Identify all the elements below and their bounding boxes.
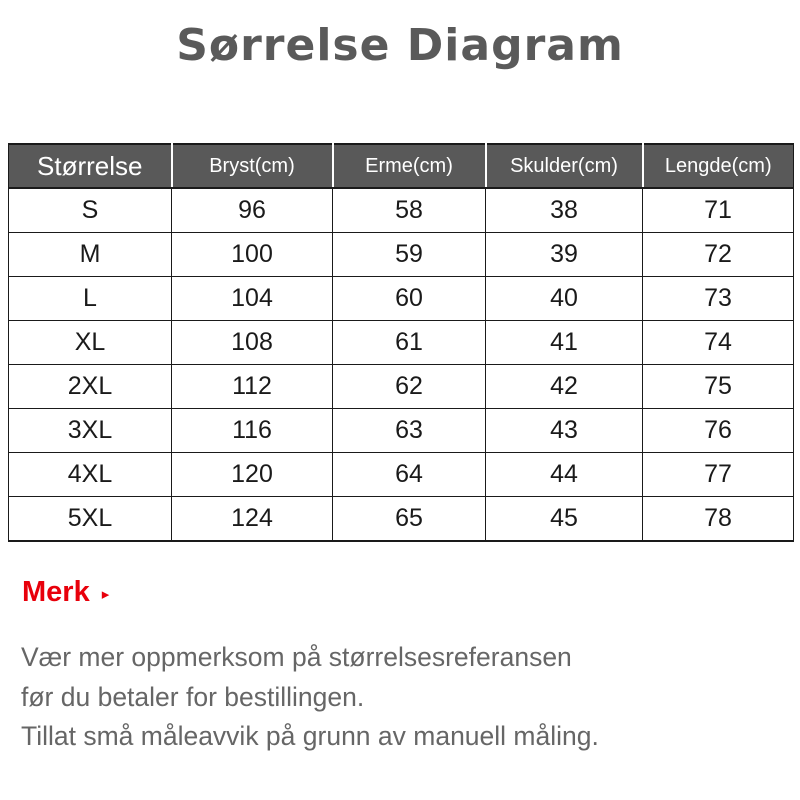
cell-chest: 112 (172, 365, 333, 409)
cell-chest: 116 (172, 409, 333, 453)
note-line: Tillat små måleavvik på grunn av manuell måling. (21, 721, 599, 751)
cell-size: M (9, 233, 172, 277)
note-text (21, 638, 599, 757)
cell-chest: 100 (172, 233, 333, 277)
cell-shoulder: 45 (486, 497, 643, 542)
cell-sleeve: 60 (333, 277, 486, 321)
cell-length: 75 (643, 365, 794, 409)
cell-size: 4XL (9, 453, 172, 497)
note-line: Vær mer oppmerksom på størrelsesreferansen (21, 642, 572, 672)
cell-length: 76 (643, 409, 794, 453)
cell-sleeve: 61 (333, 321, 486, 365)
page-title: Sørrelse Diagram (176, 20, 624, 71)
size-chart-table (8, 143, 794, 542)
cell-chest: 104 (172, 277, 333, 321)
cell-sleeve: 63 (333, 409, 486, 453)
table-row (9, 453, 794, 497)
cell-size: S (9, 188, 172, 233)
cell-shoulder: 44 (486, 453, 643, 497)
cell-size: XL (9, 321, 172, 365)
cell-size: 2XL (9, 365, 172, 409)
cell-sleeve: 59 (333, 233, 486, 277)
cell-sleeve: 65 (333, 497, 486, 542)
triangle-right-icon: ▸ (101, 585, 110, 603)
cell-length: 72 (643, 233, 794, 277)
cell-length: 74 (643, 321, 794, 365)
cell-shoulder: 38 (486, 188, 643, 233)
cell-shoulder: 40 (486, 277, 643, 321)
table-row (9, 497, 794, 542)
cell-shoulder: 43 (486, 409, 643, 453)
cell-size: 5XL (9, 497, 172, 542)
cell-chest: 108 (172, 321, 333, 365)
cell-length: 78 (643, 497, 794, 542)
table-row (9, 277, 794, 321)
cell-chest: 120 (172, 453, 333, 497)
cell-size: 3XL (9, 409, 172, 453)
header-row (9, 144, 794, 188)
cell-chest: 96 (172, 188, 333, 233)
cell-sleeve: 62 (333, 365, 486, 409)
note-line: før du betaler for bestillingen. (21, 681, 365, 712)
table-row (9, 188, 794, 233)
header-chest: Bryst(cm) (172, 144, 333, 188)
table-row (9, 409, 794, 453)
header-sleeve: Erme(cm) (333, 144, 486, 188)
table-row (9, 321, 794, 365)
cell-sleeve: 58 (333, 188, 486, 233)
cell-length: 77 (643, 453, 794, 497)
header-size: Størrelse (9, 144, 172, 188)
cell-size: L (9, 277, 172, 321)
table-row (9, 365, 794, 409)
note-heading (22, 576, 109, 609)
header-shoulder: Skulder(cm) (486, 144, 643, 188)
cell-chest: 124 (172, 497, 333, 542)
cell-shoulder: 42 (486, 365, 643, 409)
cell-length: 73 (643, 277, 794, 321)
note-heading-label: Merk (22, 576, 90, 608)
table-row (9, 233, 794, 277)
cell-length: 71 (643, 188, 794, 233)
cell-shoulder: 39 (486, 233, 643, 277)
cell-sleeve: 64 (333, 453, 486, 497)
cell-shoulder: 41 (486, 321, 643, 365)
header-length: Lengde(cm) (643, 144, 794, 188)
